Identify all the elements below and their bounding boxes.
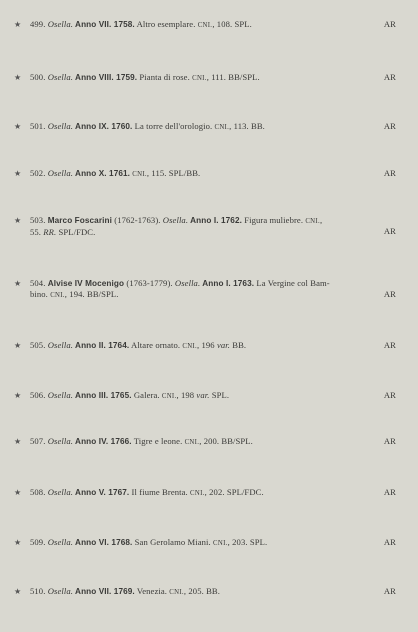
lot-text: Osella. [174,278,201,288]
lot-text: Altare ornato. [129,340,183,350]
lot-text: CNI. [190,490,205,497]
lot-description [30,215,398,227]
lot-text: , 202. SPL/FDC. [204,487,264,497]
lot-text: Osella. [162,215,189,225]
lot-text: Osella. [47,390,73,400]
lot-text: bino. [30,289,51,299]
lot-text: (1763-1779). [124,278,175,288]
lot-text: , 200. BB/SPL. [199,436,253,446]
lot-entry [14,537,398,549]
lot-text: SPL/FDC. [56,227,96,237]
lot-text: La Vergine col Bam- [254,278,330,288]
lot-text: Pianta di rose. [137,72,193,82]
lot-text: 55. [30,227,44,237]
lot-text: CNI. [305,218,320,225]
lot-number: 510. [30,586,48,596]
lot-text: , [319,215,323,225]
lot-entry [14,586,398,598]
lot-entry [14,19,398,31]
lot-entry [14,436,398,448]
lot-text: Galera. [131,390,162,400]
lot-text: var. [216,340,230,350]
lot-text: Marco Foscarini [47,216,112,225]
lot-text: CNI. [192,75,207,82]
lot-text: CNI. [161,393,177,400]
lot-entry [14,72,398,84]
metal-code: AR [383,537,396,547]
lot-number: 505. [30,340,48,350]
lot-text: , 203. SPL. [227,537,268,547]
star-icon: ★ [14,169,22,178]
lot-description [30,72,398,84]
star-icon: ★ [14,279,22,288]
lot-text: Anno II. 1764. [72,341,130,350]
star-icon: ★ [14,20,22,29]
metal-code: AR [383,289,396,299]
star-icon: ★ [14,488,22,497]
lot-entry [14,121,398,133]
lot-text: Osella. [47,19,73,29]
lot-text: San Gerolamo Miani. [132,537,214,547]
lot-text: , 108. SPL. [212,19,252,29]
lot-number: 508. [30,487,48,497]
lot-description [30,278,398,289]
lot-text: Osella. [47,586,73,596]
lot-number: 500. [30,72,48,82]
lot-entry [14,340,398,352]
lot-text: var. [196,390,210,400]
star-icon: ★ [14,587,22,596]
lot-text: Anno IV. 1766. [72,437,132,446]
lot-description [30,586,398,598]
lot-text: Il fiume Brenta. [129,487,191,497]
metal-code: AR [383,121,396,131]
lot-description-continued [30,289,398,301]
lot-text: CNI. [197,22,213,29]
lot-number: 503. [30,215,48,225]
lot-number: 509. [30,537,48,547]
lot-description [30,537,398,549]
lot-entry [14,168,398,180]
lot-text: CNI. [184,439,200,446]
metal-code: AR [383,226,396,236]
metal-code: AR [383,72,396,82]
metal-code: AR [383,487,396,497]
lot-text: Altro esemplare. [134,19,198,29]
lot-number: 499. [30,19,48,29]
star-icon: ★ [14,216,22,225]
lot-text: Anno VI. 1768. [72,538,133,547]
lot-text: CNI. [132,171,147,178]
lot-description [30,19,398,31]
lot-number: 501. [30,121,48,131]
lot-text: Anno VIII. 1759. [72,73,138,82]
metal-code: AR [383,340,396,350]
lot-text: Osella. [47,121,73,131]
lot-text: CNI. [169,589,184,596]
lot-text: Alvise IV Mocenigo [47,279,125,288]
lot-number: 506. [30,390,48,400]
lot-text: Osella. [47,72,73,82]
lot-text: SPL. [209,390,230,400]
metal-code: AR [383,390,396,400]
lot-text: CNI. [182,343,197,350]
lot-text: Figura muliebre. [241,215,306,225]
lot-text: Osella. [47,487,73,497]
lot-description-continued [30,227,398,238]
lot-text: CNI. [213,540,228,547]
lot-description [30,121,398,133]
lot-number: 504. [30,278,48,288]
lot-description [30,390,398,402]
star-icon: ★ [14,341,22,350]
lot-text: , 194. BB/SPL. [64,289,119,299]
metal-code: AR [383,19,396,29]
star-icon: ★ [14,437,22,446]
lot-text: Osella. [47,436,73,446]
star-icon: ★ [14,122,22,131]
lot-text: (1762-1763). [111,215,163,225]
lot-number: 502. [30,168,48,178]
lot-text: RR. [43,227,57,237]
lot-entry [14,487,398,499]
lot-description [30,168,398,180]
lot-entry [14,215,398,238]
lot-text: Osella. [47,340,73,350]
lot-text: BB. [230,340,247,350]
lot-text: Anno VII. 1758. [72,20,135,29]
metal-code: AR [383,586,396,596]
lot-text: Venezia. [134,586,170,596]
star-icon: ★ [14,73,22,82]
lot-text: Anno III. 1765. [72,391,132,400]
star-icon: ★ [14,538,22,547]
lot-description [30,340,398,352]
lot-text: , 111. BB/SPL. [206,72,260,82]
lot-text: Anno I. 1762. [188,216,242,225]
metal-code: AR [383,168,396,178]
lot-text: La torre dell'orologio. [132,121,215,131]
lot-text: Anno VII. 1769. [72,587,135,596]
lot-text: , 113. BB. [229,121,265,131]
metal-code: AR [383,436,396,446]
lot-description [30,487,398,499]
lot-entry [14,390,398,402]
lot-entry [14,278,398,301]
lot-text: Anno IX. 1760. [72,122,133,131]
lot-text: , 196 [197,340,217,350]
lot-number: 507. [30,436,48,446]
lot-text: , 205. BB. [183,586,221,596]
lot-text: , 198 [176,390,197,400]
lot-text: , 115. SPL/BB. [146,168,201,178]
lot-text: Anno I. 1763. [200,279,255,288]
star-icon: ★ [14,391,22,400]
lot-text: Anno V. 1767. [72,488,130,497]
lot-text: Anno X. 1761. [72,169,131,178]
lot-text: CNI. [50,292,65,299]
lot-text: Osella. [47,537,73,547]
lot-text: Osella. [47,168,73,178]
lot-text: Tigre e leone. [131,436,185,446]
lot-description [30,436,398,448]
lot-text: CNI. [214,124,230,131]
